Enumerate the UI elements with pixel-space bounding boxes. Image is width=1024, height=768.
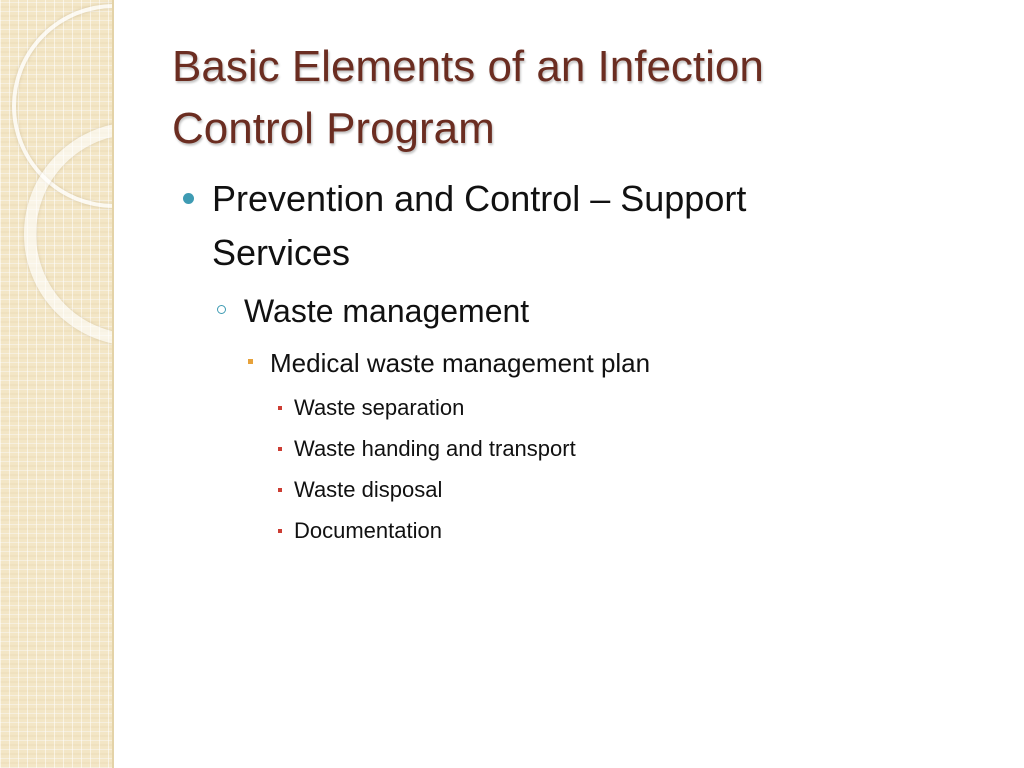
- list-item: Waste separation: [294, 395, 465, 420]
- bullet-ring-icon: [217, 305, 226, 314]
- bullet-level-2: Waste management: [244, 293, 530, 329]
- bullet-square-icon: [278, 529, 282, 533]
- bullet-square-icon: [248, 359, 253, 364]
- decorative-side-panel: [0, 0, 114, 768]
- bullet-dot-icon: [183, 193, 194, 204]
- bullet-level-1: Prevention and Control – Support Services: [212, 178, 747, 273]
- bullet-square-icon: [278, 488, 282, 492]
- side-panel-edge: [112, 0, 114, 768]
- list-item: Waste handing and transport: [294, 436, 576, 461]
- slide-title: Basic Elements of an Infection Control Program: [172, 42, 764, 153]
- bullet-level-3: Medical waste management plan: [270, 348, 651, 378]
- list-item: Documentation: [294, 518, 442, 543]
- list-item: Waste disposal: [294, 477, 443, 502]
- bullet-square-icon: [278, 406, 282, 410]
- bullet-square-icon: [278, 447, 282, 451]
